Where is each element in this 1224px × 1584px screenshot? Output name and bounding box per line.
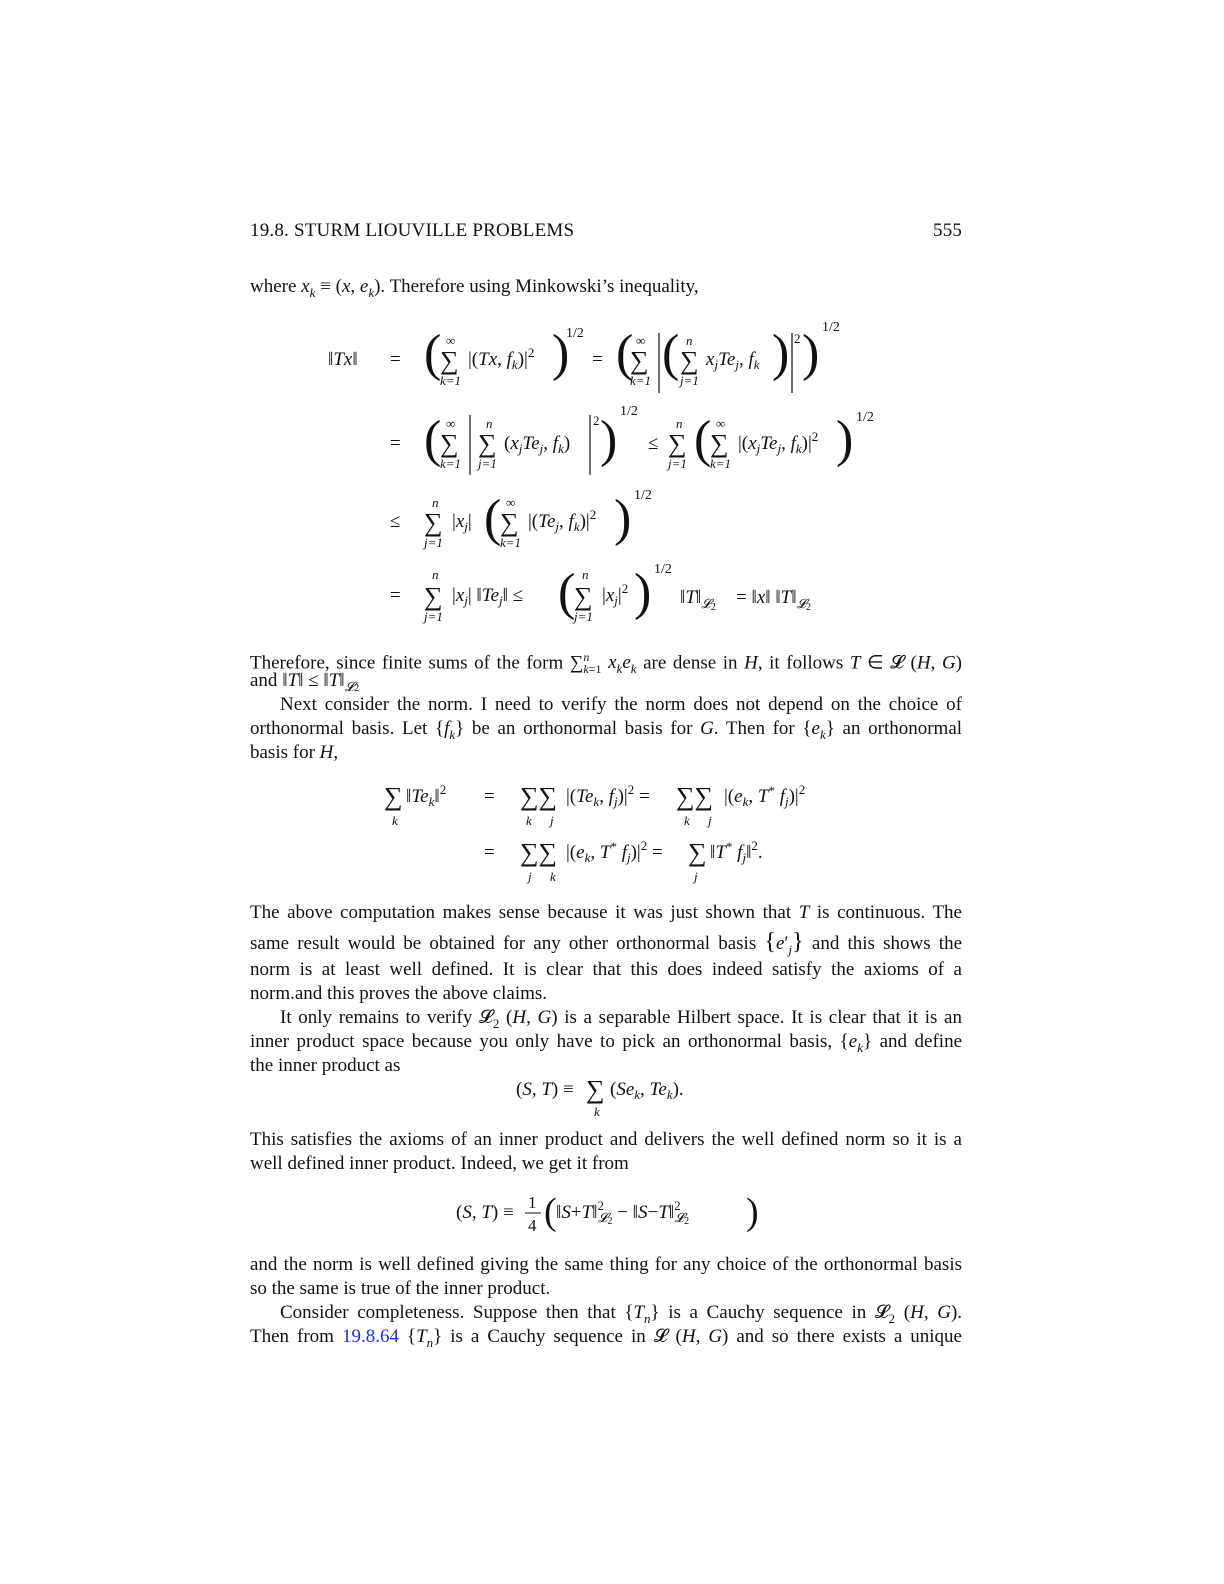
- svg-text:(: (: [558, 564, 576, 621]
- svg-text:|(Tx, fk)|2: |(Tx, $f_k)|^2$: [468, 345, 535, 372]
- paragraph-computation-line1: The above computation makes sense because it was just shown that T is continuous. The: [250, 902, 962, 923]
- paragraph-dense-sums: Therefore, since finite sums of the form ∑$^n_{k=1}$ $x_ke_k$ are dense in H, it follows T ∈ 𝓛 (H, G): [250, 650, 962, 677]
- svg-text:): ): [772, 325, 790, 382]
- svg-text:j=1: j=1: [424, 535, 443, 550]
- svg-text:(: (: [544, 1191, 557, 1233]
- svg-text:1/2: 1/2: [566, 326, 584, 341]
- svg-text:): ): [634, 564, 652, 621]
- svg-text:): ): [802, 325, 820, 382]
- svg-text:=: =: [390, 349, 401, 370]
- svg-text:k=1: k=1: [440, 456, 462, 471]
- svg-text:2: 2: [794, 331, 801, 346]
- paragraph-intro: where $x_k \equiv (x$, $e_k$). Therefore using Minkowski’s inequality,: [250, 276, 699, 300]
- svg-text:k: k: [550, 869, 556, 884]
- equation-polarization: [450, 1188, 770, 1240]
- svg-text:∞: ∞: [446, 416, 456, 431]
- paragraph-dense-sums-end: and ‖T‖ ≤ $‖T‖_{𝓛2}$: [250, 670, 360, 694]
- svg-text:=: =: [592, 349, 603, 370]
- svg-text:n: n: [686, 333, 693, 348]
- svg-text:‖T* fj‖2.: ‖T* $f_j‖^2$.: [710, 838, 763, 865]
- svg-text:∑: ∑: [440, 346, 459, 375]
- running-header-section: 19.8. STURM LIOUVILLE PROBLEMS: [250, 220, 575, 241]
- svg-text:∑∑: ∑∑: [520, 838, 558, 867]
- svg-text:k: k: [526, 813, 532, 828]
- svg-text:(S, T) ≡: (S, T) ≡: [516, 1079, 574, 1100]
- svg-text:=: =: [390, 433, 401, 454]
- paragraph-next-norm-line1: Next consider the norm. I need to verify the norm does not depend on the choice of: [280, 694, 962, 715]
- svg-text:xjTej, fk: $x_jTe_j$, $f_k$: [706, 349, 760, 372]
- svg-text:∞: ∞: [446, 333, 456, 348]
- svg-text:j=1: j=1: [680, 373, 699, 388]
- svg-text:1/2: 1/2: [654, 562, 672, 577]
- svg-text:∑: ∑: [574, 582, 593, 611]
- equation-inner-product-def: [510, 1070, 710, 1120]
- svg-text:(S, T) ≡: (S, T) ≡: [456, 1202, 514, 1223]
- svg-text:n: n: [432, 567, 439, 582]
- paragraph-norm-defined-line2: so the same is true of the inner product.: [250, 1278, 551, 1299]
- svg-text:|(ek, T* fj)|2: $|(e_k$, T* $f_j)|^2$: [724, 782, 806, 809]
- svg-text:1/2: 1/2: [620, 404, 638, 419]
- svg-text:(: (: [424, 411, 442, 468]
- svg-text:j=1: j=1: [574, 609, 593, 624]
- svg-text:(: (: [694, 411, 712, 468]
- svg-text:k: k: [392, 813, 398, 828]
- svg-text:∑: ∑: [440, 429, 459, 458]
- paragraph-computation-line2: same result would be obtained for any other orthonormal basis $\{e'_j\}$ and this shows the: [250, 929, 963, 957]
- svg-text:|xj| ‖Tej‖ ≤: $|x_j|$ $‖Te_j‖$ ≤: [452, 585, 524, 608]
- svg-text:|xj|2: $|x_j|^2$: [602, 581, 629, 608]
- svg-text:2: 2: [593, 413, 600, 428]
- svg-text:j: j: [694, 869, 698, 884]
- svg-text:‖S+T‖2𝓛2 − ‖S−T‖2𝓛2: ‖S+T‖$^2$ 𝓛2 − ‖S−T‖$^2$ 𝓛2: [556, 1198, 690, 1227]
- svg-text:n: n: [676, 416, 683, 431]
- paragraph-norm-defined-line1: and the norm is well defined giving the same thing for any choice of the orthonormal basis: [250, 1254, 962, 1275]
- svg-text:∑: ∑: [630, 346, 649, 375]
- svg-text:∑: ∑: [710, 429, 729, 458]
- svg-text:∑: ∑: [688, 838, 707, 867]
- svg-text:∑: ∑: [478, 429, 497, 458]
- equation-minkowski-chain: [320, 315, 880, 635]
- svg-text:k: k: [594, 1104, 600, 1119]
- svg-text:j=1: j=1: [668, 456, 687, 471]
- svg-text:(Sek, Tek).: ($Se_k$, $Te_k$).: [610, 1079, 684, 1102]
- svg-text:=: =: [390, 585, 401, 606]
- page-number: 555: [933, 220, 963, 241]
- svg-text:(: (: [484, 490, 502, 547]
- svg-text:1: 1: [528, 1193, 537, 1212]
- svg-text:k=1: k=1: [630, 373, 652, 388]
- svg-text:k: k: [684, 813, 690, 828]
- paragraph-satisfies-line1: This satisfies the axioms of an inner product and delivers the well defined norm so it is a: [250, 1129, 962, 1150]
- svg-text:): ): [600, 411, 618, 468]
- svg-text:j: j: [550, 813, 554, 828]
- paragraph-remains-line3: the inner product as: [250, 1055, 401, 1076]
- svg-text:|xj|: $|x_j|$: [452, 511, 472, 534]
- svg-text:∑: ∑: [500, 508, 519, 537]
- svg-text:k=1: k=1: [500, 535, 522, 550]
- svg-text:=: =: [484, 842, 495, 863]
- paragraph-remains-line1: It only remains to verify 𝓛$_2$ (H, G) is a separable Hilbert space. It is clear that it is an: [280, 1007, 962, 1031]
- svg-text:∑: ∑: [668, 429, 687, 458]
- svg-text:1/2: 1/2: [822, 320, 840, 335]
- svg-text:j: j: [528, 869, 532, 884]
- svg-text:‖Tx‖: ‖Tx‖: [328, 349, 358, 370]
- svg-text:4: 4: [528, 1216, 537, 1235]
- equation-reference-link[interactable]: 19.8.64: [341, 1326, 399, 1347]
- svg-text:): ): [614, 490, 632, 547]
- svg-text:): ): [552, 325, 570, 382]
- svg-text:∑: ∑: [424, 582, 443, 611]
- svg-text:|(xjTej, fk)|2: $|(x_jTe_j$, $f_k)|^2$: [738, 429, 819, 456]
- svg-text:=: =: [484, 786, 495, 807]
- svg-text:n: n: [486, 416, 493, 431]
- paragraph-satisfies-line2: well defined inner product. Indeed, we get it from: [250, 1153, 629, 1174]
- svg-text:j=1: j=1: [424, 609, 443, 624]
- paragraph-remains-line2: inner product space because you only have to pick an orthonormal basis, $\{e_k\}$ and define: [250, 1031, 963, 1055]
- svg-text:|(Tej, fk)|2: $|(Te_j$, $f_k)|^2$: [528, 507, 597, 534]
- paragraph-completeness-line2: Then from 19.8.64 $\{T_n\}$ is a Cauchy sequence in 𝓛 (H, G) and so there exists a unique: [250, 1326, 962, 1350]
- svg-text:(: (: [662, 325, 680, 382]
- svg-text:k=1: k=1: [440, 373, 462, 388]
- svg-text:‖Tek‖2: $‖Te_k‖^2$: [406, 782, 447, 809]
- equation-basis-independence: [380, 775, 840, 890]
- svg-text:): ): [836, 411, 854, 468]
- svg-text:= ‖x‖ ‖T‖𝓛2: = ‖x‖ $‖T‖_𝓛2$: [736, 587, 812, 613]
- svg-text:n: n: [432, 495, 439, 510]
- svg-text:j: j: [708, 813, 712, 828]
- svg-text:|(ek, T* fj)|2 =: $|(e_k$, T* $f_j)|^2$ =: [566, 838, 663, 865]
- svg-text:): ): [746, 1191, 759, 1233]
- svg-text:∑: ∑: [586, 1075, 605, 1104]
- svg-text:k=1: k=1: [710, 456, 732, 471]
- svg-text:∞: ∞: [506, 495, 516, 510]
- svg-text:j=1: j=1: [478, 456, 497, 471]
- svg-text:≤: ≤: [648, 433, 659, 454]
- svg-text:1/2: 1/2: [856, 410, 874, 425]
- paragraph-completeness-line1: Consider completeness. Suppose then that $\{T_n\}$ is a Cauchy sequence in 𝓛$_2$ (H, G).: [280, 1302, 963, 1326]
- svg-text:∑: ∑: [424, 508, 443, 537]
- svg-text:∑∑: ∑∑: [520, 782, 558, 811]
- svg-text:(: (: [424, 325, 442, 382]
- svg-text:∑: ∑: [680, 346, 699, 375]
- paragraph-computation-line3: norm is at least well defined. It is clear that this does indeed satisfy the axioms of a: [250, 959, 962, 980]
- svg-text:(xjTej, fk): ($x_jTe_j$, $f_k$): [504, 433, 571, 456]
- svg-text:≤: ≤: [390, 511, 401, 532]
- paragraph-next-norm-line3: basis for H,: [250, 742, 339, 763]
- svg-text:∑∑: ∑∑: [676, 782, 714, 811]
- svg-text:‖T‖𝓛2: $‖T‖_𝓛2$: [680, 587, 716, 613]
- svg-text:n: n: [582, 567, 589, 582]
- paragraph-next-norm-line2: orthonormal basis. Let $\{f_k\}$ be an orthonormal basis for G. Then for $\{e_k\}$ an orthonormal: [250, 718, 963, 742]
- paragraph-computation-line4: norm.and this proves the above claims.: [250, 983, 548, 1004]
- svg-text:∞: ∞: [636, 333, 646, 348]
- svg-text:|(Tek, fj)|2 =: $|(Te_k$, $f_j)|^2$ =: [566, 782, 650, 809]
- svg-text:∑: ∑: [384, 782, 403, 811]
- svg-text:∞: ∞: [716, 416, 726, 431]
- svg-text:(: (: [616, 325, 634, 382]
- svg-text:1/2: 1/2: [634, 488, 652, 503]
